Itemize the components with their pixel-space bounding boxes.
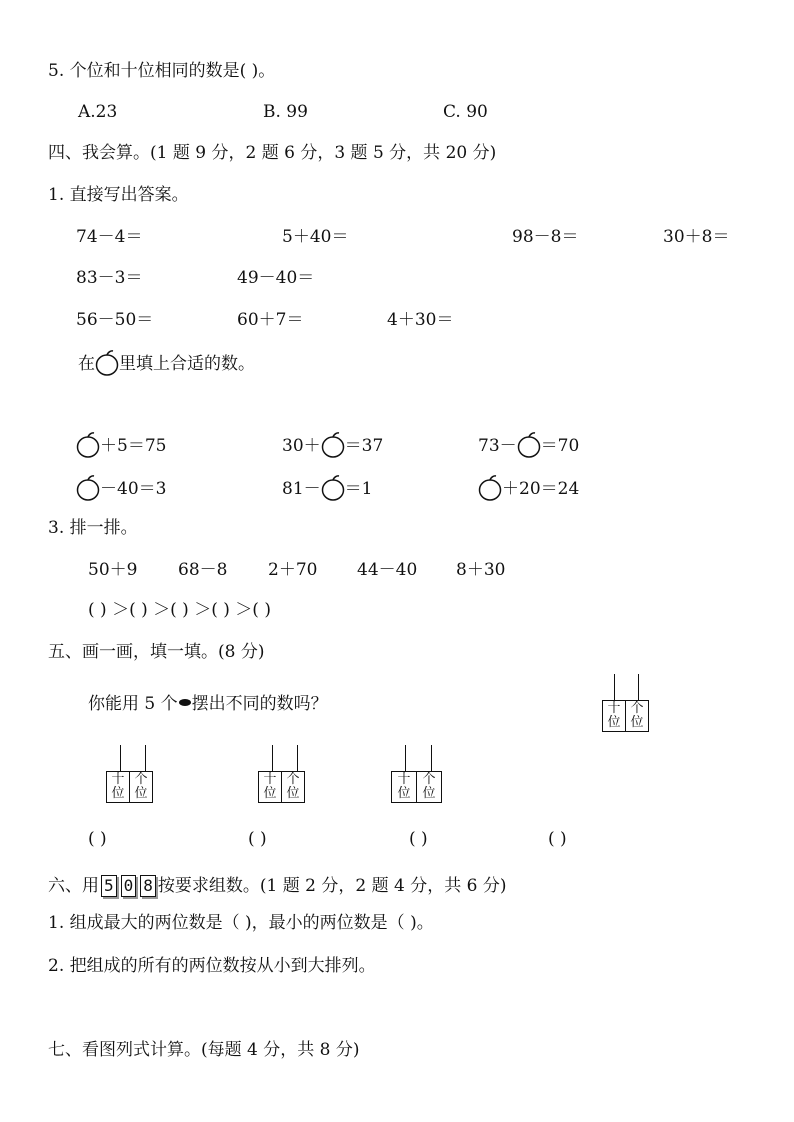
sort-item: 8＋30: [456, 560, 506, 580]
eq-pre: 81－: [282, 479, 321, 499]
abacus: [602, 674, 649, 732]
eq-post: ＝1: [344, 479, 373, 499]
q5-stem: 5. 个位和十位相同的数是( )。: [48, 61, 276, 81]
section4-q1-title: 1. 直接写出答案。: [48, 185, 189, 205]
answer-blank: ( ): [248, 829, 267, 849]
apple-icon: [76, 475, 100, 501]
answer-blank: ( ): [548, 829, 567, 849]
section4-q3-title: 3. 排一排。: [48, 518, 138, 538]
answer-blank: ( ): [88, 829, 107, 849]
prompt-post: 摆出不同的数吗？: [191, 694, 328, 714]
section6-q2: 2. 把组成的所有的两位数按从小到大排列。: [48, 956, 376, 976]
sort-order-blanks: ( ) ＞( ) ＞( ) ＞( ) ＞( ): [88, 600, 271, 620]
abacus: [391, 745, 442, 803]
abacus: [258, 745, 305, 803]
section4-q2-title: [78, 350, 255, 376]
calc-item: 56－50＝: [76, 310, 154, 330]
calc-item: 49－40＝: [237, 268, 315, 288]
ones-label: 个位: [129, 772, 152, 802]
title-pre: 六、用: [48, 876, 99, 896]
calc-item: 5＋40＝: [282, 227, 349, 247]
sort-item: 50＋9: [88, 560, 138, 580]
section4-title: 四、我会算。(1 题 9 分，2 题 6 分，3 题 5 分，共 20 分): [48, 143, 497, 163]
sort-item: 68－8: [178, 560, 228, 580]
calc-item: 83－3＝: [76, 268, 143, 288]
apple-equation: [478, 475, 579, 501]
q2-title-post: 里填上合适的数。: [119, 354, 255, 374]
eq-pre: 30＋: [282, 436, 321, 456]
calc-item: 30＋8＝: [663, 227, 730, 247]
apple-icon: [517, 432, 541, 458]
apple-equation: [76, 432, 166, 458]
digit-card: 5: [101, 875, 117, 897]
tens-label: 十位: [111, 772, 125, 801]
section5-prompt: [88, 693, 328, 715]
ones-label: 个位: [625, 701, 648, 731]
apple-icon: [76, 432, 100, 458]
tens-label: 十位: [263, 772, 277, 801]
abacus: [106, 745, 153, 803]
calc-item: 98－8＝: [512, 227, 579, 247]
apple-icon: [321, 432, 345, 458]
tens-label: 十位: [397, 772, 411, 801]
section7-title: 七、看图列式计算。(每题 4 分，共 8 分): [48, 1040, 360, 1060]
apple-equation: [282, 475, 372, 501]
prompt-pre: 你能用 5 个: [88, 694, 178, 714]
calc-item: 4＋30＝: [387, 310, 454, 330]
title-post: 按要求组数。(1 题 2 分，2 题 4 分，共 6 分): [157, 876, 507, 896]
sort-item: 2＋70: [268, 560, 318, 580]
apple-equation: [282, 432, 383, 458]
eq-post: －40＝3: [100, 479, 167, 499]
ones-label: 个位: [416, 772, 441, 802]
ones-label: 个位: [281, 772, 304, 802]
apple-icon: [478, 475, 502, 501]
digit-card: 8: [140, 875, 156, 897]
sort-item: 44－40: [357, 560, 418, 580]
apple-equation: [76, 475, 166, 501]
tens-label: 十位: [607, 701, 621, 730]
eq-post: ＋20＝24: [502, 479, 580, 499]
eq-post: ＝37: [344, 436, 384, 456]
q5-option-a: A.23: [78, 102, 118, 122]
section6-title: [48, 875, 507, 897]
calc-item: 60＋7＝: [237, 310, 304, 330]
eq-post: ＋5＝75: [100, 436, 167, 456]
eq-post: ＝70: [540, 436, 580, 456]
calc-item: 74－4＝: [76, 227, 143, 247]
eq-pre: 73－: [478, 436, 517, 456]
q5-option-b: B. 99: [263, 102, 308, 122]
answer-blank: ( ): [409, 829, 428, 849]
apple-icon: [95, 350, 119, 376]
apple-equation: [478, 432, 579, 458]
section6-q1: 1. 组成最大的两位数是（ )，最小的两位数是（ )。: [48, 913, 434, 933]
q2-title-pre: 在: [78, 354, 95, 374]
bead-icon: [179, 699, 191, 706]
q5-option-c: C. 90: [443, 102, 488, 122]
apple-icon: [321, 475, 345, 501]
section5-title: 五、画一画，填一填。(8 分): [48, 642, 265, 662]
digit-card: 0: [121, 875, 137, 897]
